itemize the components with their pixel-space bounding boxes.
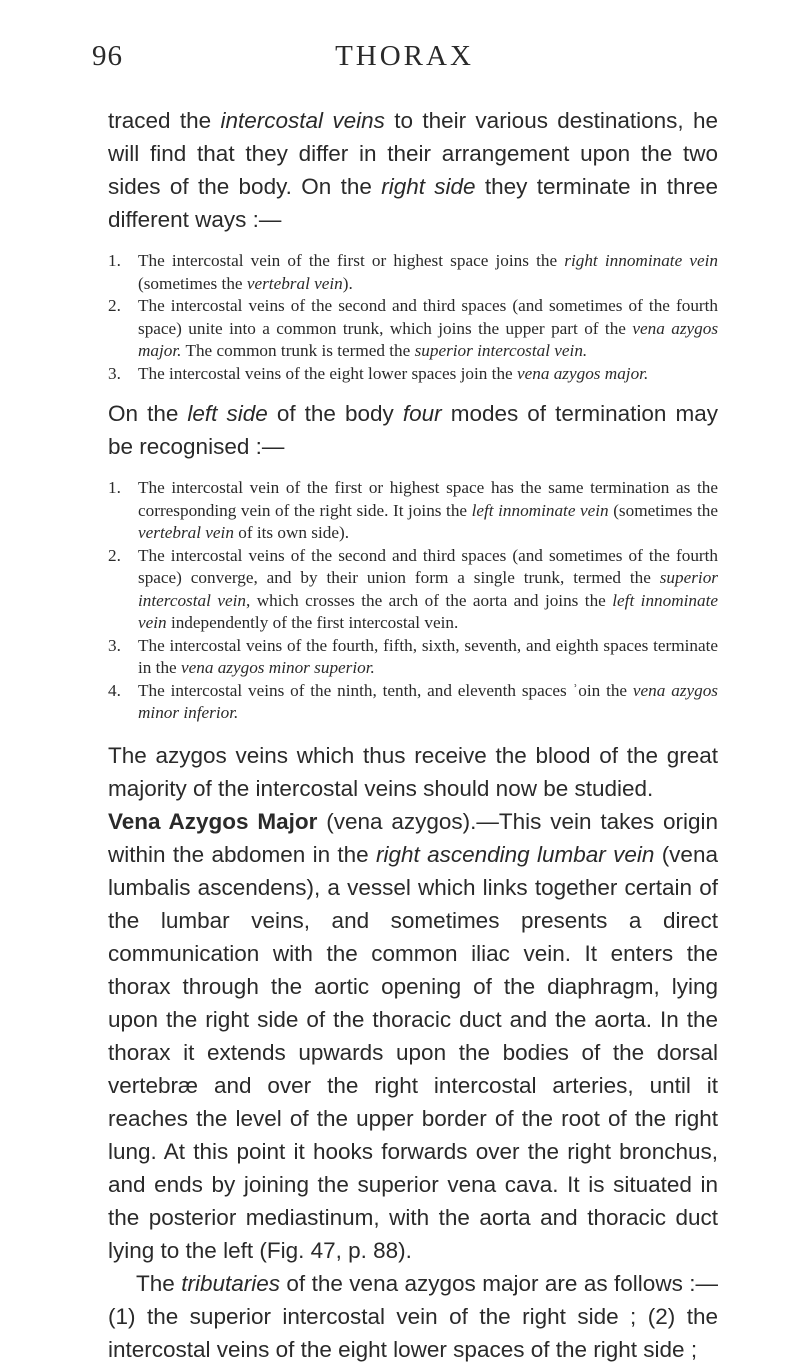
azygos-intro-paragraph: The azygos veins which thus receive the blood of the great majority of the intercostal veins should now be studied.	[108, 742, 718, 801]
left-side-intro: On the left side of the body four modes of termination may be recognised :—	[108, 401, 718, 459]
list-item: 2. The intercostal veins of the second and third spaces (and sometimes of the fourth space) unite into a common trunk, which joins the upper part of the vena azygos major. The common trunk is termed the superior intercostal vein.	[108, 296, 719, 360]
tributaries-paragraph: The tributaries of the vena azygos major are as follows :—(1) the superior intercostal vein of the right side ; (2) the intercostal veins of the eight lower spaces of the right side ;	[108, 1270, 718, 1362]
page-body	[108, 104, 718, 1366]
right-side-list	[108, 250, 718, 385]
running-head: THORAX	[335, 40, 474, 72]
section-heading: Vena Azygos Major	[108, 808, 318, 834]
page-header	[92, 40, 717, 80]
intro-paragraph: traced the intercostal veins to their various destinations, he will find that they differ in their arrangement upon the two sides of the body. On the right side they terminate in three different ways :—	[108, 108, 718, 232]
list-item: 3. The intercostal veins of the eight lower spaces join the vena azygos major.	[108, 363, 649, 383]
list-item: 2. The intercostal veins of the second and third spaces (and sometimes of the fourth space) converge, and by their union form a single trunk, termed the superior intercostal vein, which crosses the arch of the aorta and joins the left innominate vein independently of the first intercostal vein.	[108, 545, 718, 632]
list-item: 1. The intercostal vein of the first or highest space joins the right innominate vein (sometimes the vertebral vein).	[108, 251, 718, 293]
list-item: 1. The intercostal vein of the first or highest space has the same termination as the corresponding vein of the right side. It joins the left innominate vein (sometimes the vertebral vein of its own side).	[108, 478, 718, 542]
azygos-major-paragraph: Vena Azygos Major (vena azygos).—This vein takes origin within the abdomen in the right ascending lumbar vein (vena lumbalis ascendens), a vessel which links together certain of the lumbar veins, and sometimes presents a direct communication with the common iliac vein. It enters the thorax through the aortic opening of the diaphragm, lying upon the right side of the thoracic duct and the aorta. In the thorax it extends upwards upon the bodies of the dorsal vertebræ and over the right intercostal arteries, until it reaches the level of the upper border of the root of the right lung. At this point it hooks forwards over the right bronchus, and ends by joining the superior vena cava. It is situated in the posterior mediastinum, with the aorta and thoracic duct lying to the left (Fig. 47, p. 88).	[108, 808, 718, 1263]
list-item: 3. The intercostal veins of the fourth, fifth, sixth, seventh, and eighth spaces terminate in the vena azygos minor superior.	[108, 635, 718, 677]
left-side-list	[108, 477, 718, 725]
page-number: 96	[92, 40, 123, 72]
list-item: 4. The intercostal veins of the ninth, tenth, and eleventh spaces ʾoin the vena azygos minor inferior.	[108, 680, 718, 722]
